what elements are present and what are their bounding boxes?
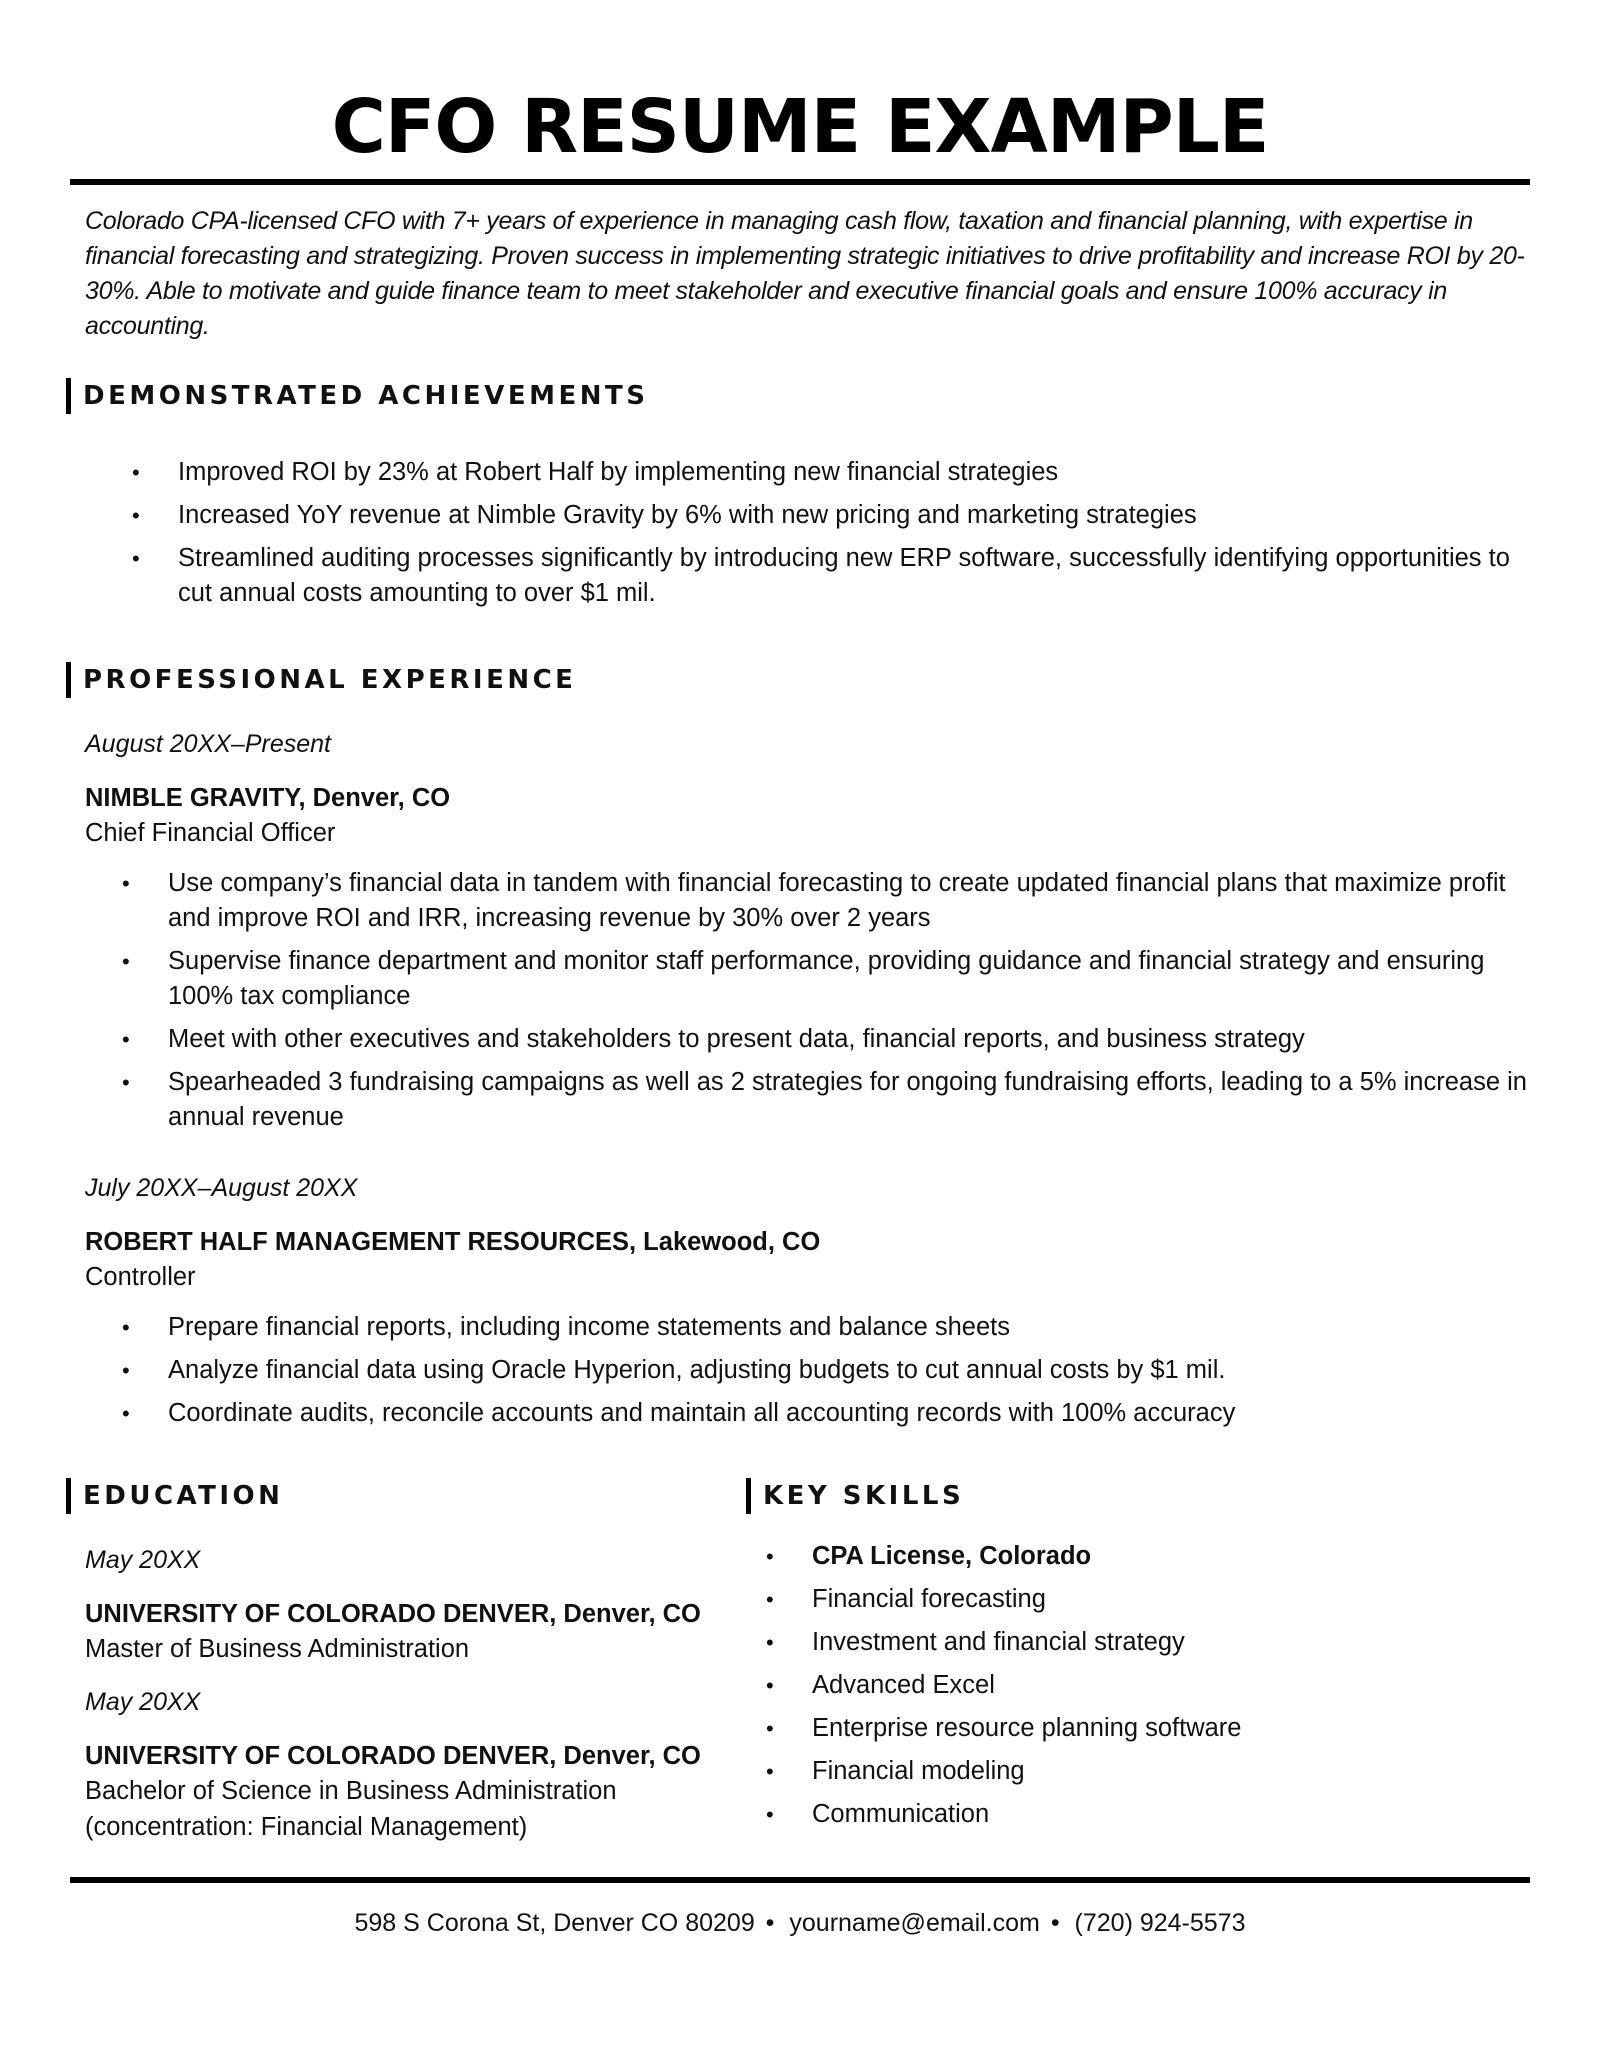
bullet-icon: •	[122, 949, 130, 974]
bullet-icon: •	[766, 1630, 774, 1655]
contact-email[interactable]: yourname@email.com	[789, 1909, 1040, 1937]
job-bullets	[122, 866, 1538, 1135]
bullet-icon: •	[122, 1070, 130, 1095]
job-bullet: • Spearheaded 3 fundraising campaigns as well as 2 strategies for ongoing fundraising efforts, leading to a 5% increase in annual revenue	[168, 1065, 1538, 1135]
bullet-icon: •	[122, 1027, 130, 1052]
bullet-icon: •	[766, 1802, 774, 1827]
bullet-icon: •	[766, 1587, 774, 1612]
professional-summary: Colorado CPA-licensed CFO with 7+ years of experience in managing cash flow, taxation and financial planning, with expertise in financial forecasting and strategizing. Proven success in implementing strategic initiatives to drive profitability and increase ROI by 20-30%. Able to motivate and guide finance team to meet stakeholder and executive financial goals and ensure 100% accuracy in accounting.	[85, 207, 1525, 340]
contact-address: 598 S Corona St, Denver CO 80209	[354, 1909, 755, 1937]
job-title: Controller	[85, 1263, 196, 1291]
bullet-icon: •	[122, 1401, 130, 1426]
skill-item: • CPA License, Colorado	[812, 1539, 1512, 1574]
skill-item: • Communication	[812, 1797, 1512, 1832]
bullet-icon: •	[766, 1716, 774, 1741]
education-school: UNIVERSITY OF COLORADO DENVER, Denver, CO	[85, 1742, 701, 1770]
skill-item: • Investment and financial strategy	[812, 1625, 1512, 1660]
skill-item: • Enterprise resource planning software	[812, 1711, 1512, 1746]
bullet-icon: •	[132, 460, 140, 485]
education-date: May 20XX	[85, 1688, 201, 1716]
education-date: May 20XX	[85, 1546, 201, 1574]
achievements-list	[132, 455, 1538, 611]
bullet-icon: •	[766, 1544, 774, 1569]
job-company: NIMBLE GRAVITY, Denver, CO	[85, 784, 451, 812]
contact-footer	[0, 1905, 1600, 1941]
bottom-divider	[70, 1877, 1530, 1883]
achievement-item: • Improved ROI by 23% at Robert Half by implementing new financial strategies	[178, 455, 1538, 490]
bullet-icon: •	[122, 871, 130, 896]
top-divider	[70, 179, 1530, 185]
education-degree: Bachelor of Science in Business Administration	[85, 1777, 617, 1805]
job-company: ROBERT HALF MANAGEMENT RESOURCES, Lakewood, CO	[85, 1228, 821, 1256]
contact-phone: (720) 924-5573	[1074, 1909, 1246, 1937]
skills-list	[766, 1539, 1512, 1832]
bullet-icon: •	[132, 546, 140, 571]
skill-item: • Financial forecasting	[812, 1582, 1512, 1617]
achievement-item: • Increased YoY revenue at Nimble Gravity by 6% with new pricing and marketing strategies	[178, 498, 1538, 533]
bullet-icon: •	[766, 1759, 774, 1784]
bullet-icon: •	[122, 1315, 130, 1340]
bullet-icon: •	[766, 1673, 774, 1698]
page-title: CFO RESUME EXAMPLE	[331, 84, 1269, 170]
job-bullet: • Supervise finance department and monitor staff performance, providing guidance and financial strategy and ensuring 100% tax compliance	[168, 944, 1538, 1014]
job-bullets	[122, 1310, 1538, 1431]
section-heading-skills: KEY SKILLS	[746, 1478, 964, 1514]
section-heading-education: EDUCATION	[66, 1478, 283, 1514]
education-school: UNIVERSITY OF COLORADO DENVER, Denver, CO	[85, 1600, 701, 1628]
separator-dot-icon: •	[1050, 1909, 1060, 1937]
skill-item: • Advanced Excel	[812, 1668, 1512, 1703]
job-bullet: • Analyze financial data using Oracle Hyperion, adjusting budgets to cut annual costs by $1 mil.	[168, 1353, 1538, 1388]
job-dates: August 20XX–Present	[85, 730, 331, 758]
job-dates: July 20XX–August 20XX	[85, 1174, 358, 1202]
job-title: Chief Financial Officer	[85, 819, 336, 847]
achievement-item: • Streamlined auditing processes significantly by introducing new ERP software, successfully identifying opportunities to cut annual costs amounting to over $1 mil.	[178, 541, 1538, 611]
job-bullet: • Use company’s financial data in tandem with financial forecasting to create updated financial plans that maximize profit and improve ROI and IRR, increasing revenue by 30% over 2 years	[168, 866, 1538, 936]
job-bullet: • Coordinate audits, reconcile accounts and maintain all accounting records with 100% accuracy	[168, 1396, 1538, 1431]
education-concentration: (concentration: Financial Management)	[85, 1813, 528, 1841]
section-heading-achievements: DEMONSTRATED ACHIEVEMENTS	[66, 378, 648, 414]
skill-item: • Financial modeling	[812, 1754, 1512, 1789]
separator-dot-icon: •	[765, 1909, 775, 1937]
bullet-icon: •	[122, 1358, 130, 1383]
education-degree: Master of Business Administration	[85, 1635, 470, 1663]
bullet-icon: •	[132, 503, 140, 528]
job-bullet: • Meet with other executives and stakeholders to present data, financial reports, and business strategy	[168, 1022, 1538, 1057]
section-heading-experience: PROFESSIONAL EXPERIENCE	[66, 662, 576, 698]
job-bullet: • Prepare financial reports, including income statements and balance sheets	[168, 1310, 1538, 1345]
